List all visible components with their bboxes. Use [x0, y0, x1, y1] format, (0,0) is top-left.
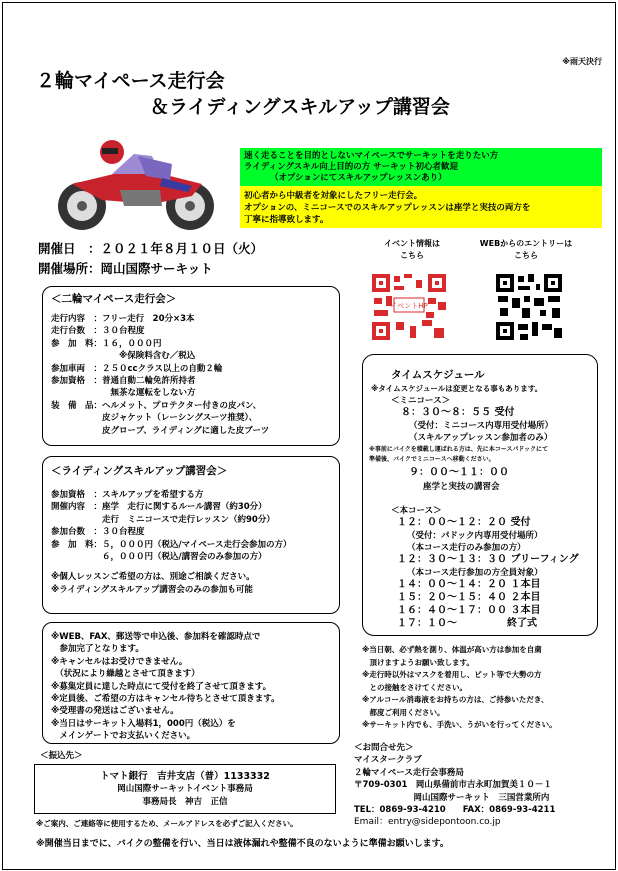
- main-line-6: １４：００～１４：２０ １本目: [397, 579, 541, 590]
- main-line-1: １２：００～１２：２０ 受付: [397, 517, 531, 528]
- qr-event-label-2: こちら: [400, 251, 424, 260]
- motorcycle-rider-illustration: [42, 134, 230, 234]
- web-entry-qr-code[interactable]: [494, 272, 564, 342]
- health-note-4: との接触をさけてください。: [362, 682, 467, 692]
- health-note-1: ※当日朝、必ず熱を測り、体温が高い方は参加を自粛: [362, 645, 542, 654]
- mypace-line-6: 参加資格 ：普通自動二輪免許所持者: [51, 376, 196, 387]
- yellow-line-2: オプションの、ミニコースでのスキルアップレッスンは座学と実技の両方を: [244, 203, 531, 213]
- skillup-line-9: ※ライディングスキルアップ講習会のみの参加も可能: [51, 584, 253, 595]
- green-line-3: （オプションにてスキルアップレッスンあり）: [270, 173, 447, 183]
- mypace-line-5: 参加車両 ：２５０ccクラス以上の自動２輪: [51, 363, 223, 374]
- mypace-line-10: 皮グローブ、ライディングに適した皮ブーツ: [51, 425, 270, 436]
- qr-web-label: [476, 238, 576, 262]
- skillup-line-4: 参加台数 ：３０台程度: [51, 527, 145, 538]
- event-qr-center-text: イベントHP: [390, 302, 428, 310]
- skillup-line-3: 走行 ミニコースで走行レッスン（約90分）: [51, 514, 275, 525]
- bottom-note: ※開催当日までに、バイクの整備を行い、当日は液体漏れや整備不良のないように準備お願いします。: [36, 839, 449, 849]
- application-note-7: ※受理書の発送はございません。: [51, 706, 179, 717]
- application-notes-box: [42, 622, 340, 744]
- health-note-5: ※アルコール消毒液をお持ちの方は、ご持参いただき、: [362, 695, 549, 704]
- application-note-4: （状況により繰越とさせて頂きます）: [51, 669, 200, 680]
- transfer-line-1: トマト銀行 吉井支店（普）1133332: [100, 771, 270, 782]
- mypace-line-3: 参 加 料：１６，０００円: [51, 338, 162, 349]
- target-banner-yellow: [240, 186, 602, 228]
- mypace-line-1: 走行内容 ：フリー走行 20分×3本: [51, 314, 195, 324]
- contact-phone-fax: TEL：0869-93-4210 FAX：0869-93-4211: [354, 805, 556, 816]
- qr-web-label-2: こちら: [514, 251, 538, 260]
- mypace-details: [51, 313, 269, 437]
- mypace-heading: ＜二輪マイペース走行会＞: [51, 293, 177, 305]
- title-line1: ２輪マイペース走行会: [36, 70, 225, 92]
- schedule-note: ※タイムスケジュールは変更となる事もあります。: [371, 384, 543, 393]
- contact-email[interactable]: Email：entry@sidepontoon.co.jp: [354, 817, 501, 828]
- application-note-3: ※キャンセルはお受けできません。: [51, 656, 188, 667]
- contact-line-1: マイスタークラブ: [354, 755, 422, 766]
- mypace-line-4: ※保険料含む／税込: [51, 351, 196, 362]
- mypace-line-8: 装 備 品：ヘルメット、プロテクター付きの皮パン、: [51, 400, 262, 411]
- mini-transport-note-1: ※事前にバイクを積載し運ばれる方は、先に本コースパドックにて: [369, 446, 549, 453]
- green-line-2: ライディングスキル向上目的の方 サーキット初心者歓迎: [244, 162, 459, 172]
- application-note-1: ※WEB、FAX、郵送等で申込後、参加料を確認時点で: [51, 632, 261, 642]
- contact-label: ＜お問合せ先＞: [354, 743, 414, 753]
- health-note-2: 頂けますようお願い致します。: [362, 657, 474, 667]
- application-note-9: メインゲートでお支払いください。: [51, 731, 196, 742]
- main-line-4: １２：３０～１３：３０ ブリーフィング: [397, 554, 579, 565]
- mini-line-2: （受付：ミニコース内専用受付場所）: [409, 421, 554, 431]
- qr-event-label-1: イベント情報は: [384, 239, 440, 248]
- mypace-line-7: 無茶な運転をしない方: [51, 388, 196, 399]
- mypace-session-box: [42, 286, 340, 446]
- event-qr-code[interactable]: [370, 272, 448, 342]
- application-note-6: ※定員後、ご希望の方はキャンセル待ちとさせて頂きます。: [51, 694, 280, 705]
- main-line-9: １７：１０～ 終了式: [397, 618, 537, 629]
- skillup-line-8: ※個人レッスンご希望の方は、別途ご相談ください。: [51, 572, 255, 583]
- skillup-line-6: ６，０００円（税込/講習会のみ参加の方）: [51, 552, 267, 563]
- schedule-heading: タイムスケジュール: [391, 369, 485, 381]
- event-place: 開催場所：岡山国際サーキット: [38, 261, 213, 276]
- skillup-heading: ＜ライディングスキルアップ講習会＞: [51, 465, 228, 477]
- transfer-info-box: [34, 764, 336, 814]
- qr-event-label: [372, 238, 452, 262]
- privacy-note: ※ご案内、ご連絡等に使用するため、メールアドレスを必ずご記入ください。: [36, 819, 298, 828]
- event-date: 開催日 ：２０２１年８月１０日（火）: [38, 241, 264, 256]
- application-note-2: 参加完了となります。: [51, 644, 144, 655]
- yellow-line-3: 丁寧に指導致します。: [244, 215, 329, 225]
- main-line-2: （受付：パドック内専用受付場所）: [407, 531, 543, 541]
- contact-info: [354, 742, 555, 829]
- application-note-5: ※募集定員に達した時点にて受付を終了させて頂きます。: [51, 681, 272, 692]
- target-banner-green: [240, 148, 602, 186]
- mini-desc: 座学と実技の講習会: [423, 482, 500, 492]
- transfer-line-3: 事務局長 神吉 正信: [142, 796, 228, 807]
- main-line-3: （本コース走行のみ参加の方）: [407, 543, 526, 553]
- skillup-details: [51, 489, 292, 596]
- mypace-line-9: 皮ジャケット（レーシングスーツ推奨）、: [51, 413, 258, 424]
- skillup-line-5: 参 加 料：５，０００円（税込/マイペース走行会参加の方）: [51, 539, 292, 550]
- application-note-8: ※当日はサーキット入場料1，000円（税込）を: [51, 718, 236, 729]
- skillup-lesson-box: [42, 456, 340, 614]
- contact-line-2: ２輪マイペース走行会事務局: [354, 767, 464, 778]
- mini-line-3: （スキルアップレッスン参加者のみ）: [409, 433, 553, 443]
- health-note-3: ※走行時以外はマスクを着用し、ピット等で大勢の方: [362, 670, 542, 679]
- rain-note: ※雨天決行: [562, 57, 602, 66]
- health-notes: [362, 644, 557, 732]
- application-notes: [51, 631, 280, 743]
- skillup-spacer: [51, 563, 292, 571]
- qr-web-label-1: WEBからのエントリーは: [479, 239, 573, 248]
- main-line-7: １５：２０～１５：４０ ２本目: [397, 592, 541, 603]
- contact-line-3: 〒709-0301 岡山県備前市吉永町加賀美１０－１: [354, 780, 552, 791]
- title-line2: ＆ライディングスキルアップ講習会: [150, 96, 450, 118]
- main-line-8: １６：４０～１７：００ ３本目: [397, 605, 541, 616]
- mini-transport-note-2: 準備後、バイクでミニコースへ移動ください。: [369, 456, 495, 463]
- skillup-line-1: 参加資格 ：スキルアップを希望する方: [51, 490, 204, 500]
- contact-line-4: 岡山国際サーキット 三国営業所内: [354, 792, 550, 803]
- skillup-line-2: 開催内容 ：座学 走行に関するルール講習（約30分）: [51, 502, 267, 513]
- mini-line-1: ８：３０～８：５５ 受付: [401, 407, 515, 418]
- schedule-box: [362, 354, 598, 636]
- main-course-label: ＜本コース＞: [391, 506, 442, 516]
- transfer-line-2: 岡山国際サーキットイベント事務局: [117, 784, 253, 795]
- green-line-1: 速く走ることを目的としないマイペースでサーキットを走りたい方: [244, 151, 499, 161]
- transfer-label: ＜振込先＞: [40, 751, 83, 761]
- health-note-7: ※サーキット内でも、手洗い、うがいを行ってください。: [362, 720, 557, 729]
- mini-course-label: ＜ミニコース＞: [391, 396, 451, 406]
- mini-time: ９：００～１１：００: [409, 467, 509, 478]
- health-note-6: 都度ご利用ください。: [362, 707, 445, 717]
- yellow-line-1: 初心者から中級者を対象にしたフリー走行会。: [244, 191, 423, 201]
- mypace-line-2: 走行台数 ：３０台程度: [51, 326, 145, 337]
- main-line-5: （本コース走行参加の方全員対象）: [407, 568, 543, 578]
- mini-transport-note: [369, 445, 548, 465]
